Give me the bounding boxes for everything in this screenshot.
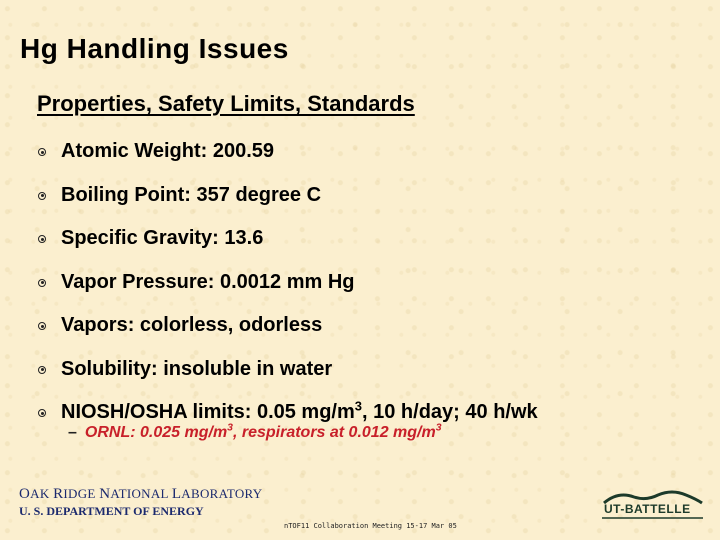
ut-battelle-logo-text: UT-BATTELLE [604,502,691,516]
ornl-superscript-1: 3 [227,422,233,434]
bullet-text: Boiling Point: 357 degree C [61,183,322,206]
circle-bullet-icon [38,148,46,156]
ornl-cap-n: N [99,486,111,502]
circle-bullet-icon [38,192,46,200]
doe-line: U. S. DEPARTMENT OF ENERGY [19,504,204,518]
circle-bullet-icon [38,279,46,287]
bullet-specific-gravity [38,222,538,266]
bullet-text: Solubility: insoluble in water [61,357,333,380]
ornl-text-part2: , respirators at 0.012 mg/m [232,424,436,441]
circle-bullet-icon [38,235,46,243]
bullet-text: Atomic Weight: 200.59 [61,140,275,162]
bullet-boiling-point [38,179,538,223]
dash-bullet-icon: – [68,424,77,441]
slide-title: Hg Handling Issues [20,33,289,64]
niosh-superscript: 3 [354,398,363,414]
slide-subtitle: Properties, Safety Limits, Standards [37,91,415,116]
niosh-text-part1: NIOSH/OSHA limits: 0.05 mg/m [61,401,355,423]
bullet-text: Specific Gravity: 13.6 [61,227,264,249]
niosh-text-part2: , 10 h/day; 40 h/wk [362,401,538,423]
bullet-vapor-pressure [38,266,538,310]
ornl-superscript-2: 3 [435,422,442,434]
bullet-atomic-weight [38,135,538,179]
ornl-cap-l: L [171,486,182,502]
bullet-list [38,135,538,440]
bullet-text: Vapor Pressure: 0.0012 mm Hg [61,270,355,293]
ornl-cap-o: O [19,486,31,502]
ornl-cap-r: R [53,486,64,502]
ornl-rest-ational: ATIONAL [110,486,172,501]
ornl-wordmark [19,486,263,503]
bullet-vapors [38,309,538,353]
ornl-rest-ak: AK [30,486,54,501]
circle-bullet-icon [38,409,46,417]
bullet-text: Vapors: colorless, odorless [61,314,323,336]
sub-bullet-ornl [68,424,442,442]
ornl-rest-aboratory: ABORATORY [181,486,263,501]
meeting-footer: nTOF11 Collaboration Meeting 15-17 Mar 05 [284,522,457,530]
ornl-rest-idge: IDGE [63,486,100,501]
circle-bullet-icon [38,322,46,330]
circle-bullet-icon [38,366,46,374]
ornl-text-part1: ORNL: 0.025 mg/m [84,424,228,441]
bullet-solubility [38,353,538,397]
